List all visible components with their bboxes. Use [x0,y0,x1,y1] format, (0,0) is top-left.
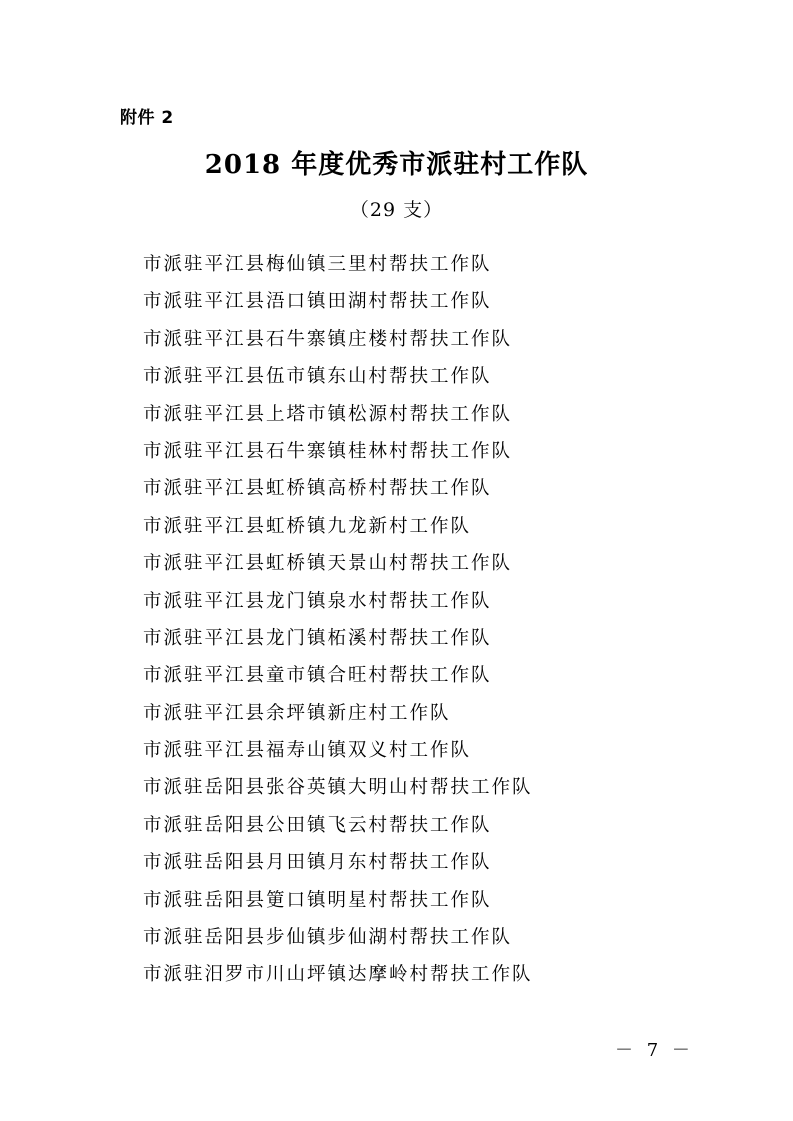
list-item: 市派驻平江县虹桥镇九龙新村工作队 [143,515,472,537]
list-item: 市派驻平江县龙门镇柘溪村帮扶工作队 [143,627,492,649]
list-item: 市派驻平江县上塔市镇松源村帮扶工作队 [143,403,513,425]
list-item: 市派驻平江县虹桥镇天景山村帮扶工作队 [143,553,513,575]
page-title: 2018 年度优秀市派驻村工作队 [204,150,589,180]
list-item: 市派驻平江县伍市镇东山村帮扶工作队 [143,366,492,388]
team-list [143,254,533,994]
list-item: 市派驻平江县童市镇合旺村帮扶工作队 [143,665,492,687]
list-item: 市派驻平江县余坪镇新庄村工作队 [143,702,451,724]
list-item: 市派驻平江县梅仙镇三里村帮扶工作队 [143,254,492,275]
attachment-label: 附件 2 [120,108,174,128]
team-count-subtitle: （29 支） [349,199,444,221]
list-item: 市派驻岳阳县月田镇月东村帮扶工作队 [143,852,492,874]
list-item: 市派驻岳阳县筻口镇明星村帮扶工作队 [143,889,492,911]
list-item: 市派驻平江县福寿山镇双义村工作队 [143,740,472,762]
page-number: － 7 － [615,1040,694,1061]
list-item: 市派驻平江县龙门镇泉水村帮扶工作队 [143,590,492,612]
list-item: 市派驻汨罗市川山坪镇达摩岭村帮扶工作队 [143,964,533,986]
list-item: 市派驻岳阳县步仙镇步仙湖村帮扶工作队 [143,927,513,949]
list-item: 市派驻平江县石牛寨镇桂林村帮扶工作队 [143,440,513,462]
list-item: 市派驻岳阳县公田镇飞云村帮扶工作队 [143,814,492,836]
list-item: 市派驻岳阳县张谷英镇大明山村帮扶工作队 [143,777,533,799]
list-item: 市派驻平江县石牛寨镇庄楼村帮扶工作队 [143,328,513,350]
list-item: 市派驻平江县浯口镇田湖村帮扶工作队 [143,291,492,313]
list-item: 市派驻平江县虹桥镇高桥村帮扶工作队 [143,478,492,500]
